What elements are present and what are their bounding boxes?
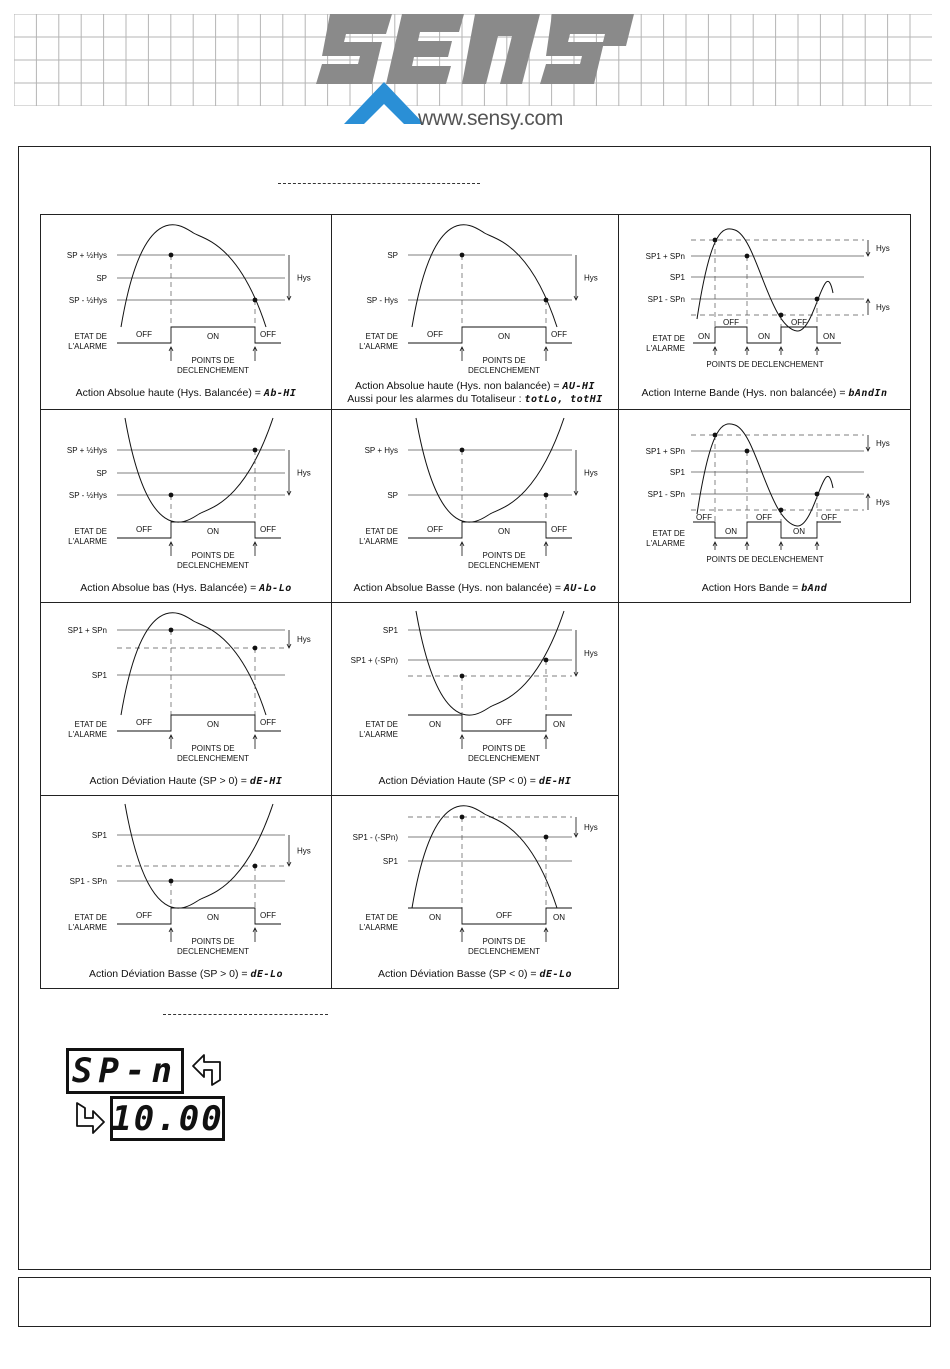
state-label: ON: [758, 332, 770, 341]
alarm-state-label: L'ALARME: [359, 730, 398, 739]
diagram-caption: Action Déviation Basse (SP < 0) = dE-Lo: [377, 968, 573, 980]
level-label: SP1: [91, 831, 107, 840]
hys-label: Hys: [584, 273, 598, 283]
level-label: SP1 - SPn: [69, 877, 107, 886]
level-label: SP1: [382, 626, 398, 635]
website-url[interactable]: www.sensy.com: [418, 107, 564, 130]
state-label: ON: [429, 913, 441, 922]
advance-arrow-icon: [73, 1100, 107, 1136]
trigger-points-label: DECLENCHEMENT: [467, 754, 541, 763]
level-label: SP: [96, 274, 107, 283]
level-label: SP1: [382, 857, 398, 866]
level-label: SP1 + SPn: [67, 626, 107, 635]
level-label: SP: [387, 491, 398, 500]
state-label: OFF: [723, 318, 739, 327]
alarm-diagram-9: [40, 795, 332, 989]
display-bottom-lcd: 10.00: [110, 1096, 225, 1141]
alarm-state-label: L'ALARME: [68, 342, 107, 351]
alarm-state-label: ETAT DE: [652, 529, 685, 538]
diagram-caption: Action Absolue haute (Hys. non balancée) = AU-HI Aussi pour les alarmes du Totaliseur : totLo, totHI: [347, 380, 603, 405]
footer-frame: [18, 1277, 931, 1327]
alarm-state-label: ETAT DE: [74, 332, 107, 341]
level-label: SP - Hys: [366, 296, 398, 305]
alarm-state-label: ETAT DE: [365, 332, 398, 341]
alarm-state-label: L'ALARME: [68, 923, 107, 932]
trigger-point: [544, 298, 549, 303]
state-label: OFF: [427, 525, 443, 534]
alarm-state-label: ETAT DE: [74, 720, 107, 729]
alarm-diagram-8: [331, 602, 619, 796]
state-label: ON: [553, 913, 565, 922]
level-label: SP1 + SPn: [645, 252, 685, 261]
alarm-diagram-1: [40, 214, 332, 410]
diagram-caption: Action Interne Bande (Hys. non balancée) = bAndIn: [641, 387, 888, 399]
level-label: SP + ½Hys: [66, 251, 107, 260]
alarm-state-label: ETAT DE: [652, 334, 685, 343]
alarm-state-label: L'ALARME: [646, 344, 685, 353]
diagram-caption: Action Déviation Haute (SP > 0) = dE-HI: [89, 775, 283, 787]
level-label: SP1 - SPn: [647, 490, 685, 499]
trigger-point: [460, 448, 465, 453]
trigger-points-label: DECLENCHEMENT: [467, 366, 541, 375]
level-label: SP - ½Hys: [68, 491, 107, 500]
trigger-points-label: DECLENCHEMENT: [467, 947, 541, 956]
hys-label: Hys: [297, 635, 311, 644]
alarm-state-label: L'ALARME: [646, 539, 685, 548]
state-label: OFF: [821, 513, 837, 522]
alarm-diagram-10: [331, 795, 619, 989]
trigger-point: [253, 646, 258, 651]
state-label: OFF: [260, 525, 276, 534]
trigger-points-label: POINTS DE: [191, 356, 235, 365]
level-label: SP + ½Hys: [66, 446, 107, 455]
hys-label: Hys: [297, 846, 311, 856]
state-label: OFF: [136, 911, 152, 920]
hys-label: Hys: [584, 823, 598, 832]
state-label: ON: [725, 527, 737, 536]
alarm-diagram-3: [618, 214, 911, 410]
trigger-point: [815, 297, 820, 302]
alarm-state-label: ETAT DE: [74, 527, 107, 536]
state-label: OFF: [260, 330, 276, 339]
trigger-point: [713, 433, 718, 438]
state-label: OFF: [136, 718, 152, 727]
alarm-diagram-7: [40, 602, 332, 796]
diagram-caption: Action Absolue Basse (Hys. non balancée) = AU-Lo: [353, 582, 597, 594]
state-label: OFF: [696, 513, 712, 522]
trigger-point: [779, 508, 784, 513]
trigger-point: [460, 815, 465, 820]
state-label: OFF: [136, 525, 152, 534]
level-label: SP1 + (-SPn): [350, 656, 398, 665]
trigger-points-label: DECLENCHEMENT: [176, 754, 250, 763]
state-label: ON: [207, 332, 219, 341]
diagram-caption: Action Absolue bas (Hys. Balancée) = Ab-Lo: [80, 582, 292, 594]
state-label: ON: [553, 720, 565, 729]
alarm-state-label: ETAT DE: [74, 913, 107, 922]
level-label: SP1: [91, 671, 107, 680]
display-top-lcd: SP-n: [66, 1048, 184, 1094]
trigger-point: [460, 674, 465, 679]
state-label: ON: [429, 720, 441, 729]
trigger-points-label: DECLENCHEMENT: [467, 561, 541, 570]
alarm-state-label: ETAT DE: [365, 720, 398, 729]
trigger-point: [169, 253, 174, 258]
trigger-point: [169, 879, 174, 884]
alarm-state-label: L'ALARME: [68, 537, 107, 546]
alarm-state-label: L'ALARME: [68, 730, 107, 739]
trigger-points-label: POINTS DE: [482, 744, 526, 753]
hys-label: Hys: [876, 498, 890, 507]
state-label: ON: [793, 527, 805, 536]
state-label: ON: [823, 332, 835, 341]
hys-label: Hys: [876, 439, 890, 448]
state-label: ON: [207, 913, 219, 922]
trigger-point: [779, 313, 784, 318]
alarm-state-label: L'ALARME: [359, 342, 398, 351]
state-label: OFF: [427, 330, 443, 339]
alarm-state-label: ETAT DE: [365, 913, 398, 922]
return-arrow-icon: [190, 1052, 224, 1088]
trigger-points-label: DECLENCHEMENT: [176, 561, 250, 570]
trigger-points-label: DECLENCHEMENT: [176, 366, 250, 375]
trigger-point: [745, 449, 750, 454]
state-label: OFF: [136, 330, 152, 339]
state-label: OFF: [260, 718, 276, 727]
alarm-state-label: L'ALARME: [359, 537, 398, 546]
trigger-point: [713, 238, 718, 243]
state-label: OFF: [756, 513, 772, 522]
diagram-caption: Action Déviation Basse (SP > 0) = dE-Lo: [88, 968, 284, 980]
trigger-points-label: POINTS DE: [482, 937, 526, 946]
state-label: OFF: [496, 718, 512, 727]
trigger-point: [169, 493, 174, 498]
hys-label: Hys: [297, 468, 311, 478]
trigger-point: [253, 298, 258, 303]
trigger-point: [253, 448, 258, 453]
section-title-placeholder: [278, 183, 480, 184]
trigger-point: [745, 254, 750, 259]
state-label: OFF: [551, 330, 567, 339]
level-label: SP1 - SPn: [647, 295, 685, 304]
trigger-points-label: POINTS DE: [191, 744, 235, 753]
trigger-points-label: POINTS DE: [482, 551, 526, 560]
hys-label: Hys: [584, 649, 598, 658]
trigger-points-label: DECLENCHEMENT: [176, 947, 250, 956]
trigger-point: [544, 835, 549, 840]
trigger-point: [544, 493, 549, 498]
hys-label: Hys: [876, 303, 890, 312]
diagram-caption: Action Absolue haute (Hys. Balancée) = Ab-HI: [75, 387, 297, 399]
level-label: SP: [96, 469, 107, 478]
trigger-points-label: POINTS DE: [482, 356, 526, 365]
hys-label: Hys: [584, 468, 598, 478]
level-label: SP: [387, 251, 398, 260]
state-label: OFF: [551, 525, 567, 534]
hys-label: Hys: [876, 244, 890, 253]
trigger-points-label: POINTS DE DECLENCHEMENT: [706, 360, 824, 369]
diagram-caption: Action Déviation Haute (SP < 0) = dE-HI: [378, 775, 572, 787]
trigger-point: [815, 492, 820, 497]
level-label: SP1: [669, 468, 685, 477]
alarm-diagram-6: [618, 409, 911, 603]
trigger-points-label: POINTS DE DECLENCHEMENT: [706, 555, 824, 564]
level-label: SP - ½Hys: [68, 296, 107, 305]
level-label: SP1: [669, 273, 685, 282]
alarm-state-label: L'ALARME: [359, 923, 398, 932]
level-label: SP + Hys: [364, 446, 398, 455]
state-label: OFF: [260, 911, 276, 920]
state-label: ON: [207, 527, 219, 536]
state-label: ON: [698, 332, 710, 341]
section2-title-placeholder: [163, 1014, 328, 1015]
state-label: OFF: [496, 911, 512, 920]
trigger-point: [169, 628, 174, 633]
trigger-point: [253, 864, 258, 869]
trigger-point: [460, 253, 465, 258]
state-label: ON: [498, 527, 510, 536]
trigger-point: [544, 658, 549, 663]
state-label: ON: [498, 332, 510, 341]
alarm-diagram-4: [40, 409, 332, 603]
state-label: ON: [207, 720, 219, 729]
level-label: SP1 - (-SPn): [352, 833, 398, 842]
state-label: OFF: [791, 318, 807, 327]
alarm-diagram-5: [331, 409, 619, 603]
alarm-diagram-2: [331, 214, 619, 410]
trigger-points-label: POINTS DE: [191, 937, 235, 946]
level-label: SP1 + SPn: [645, 447, 685, 456]
trigger-points-label: POINTS DE: [191, 551, 235, 560]
diagram-caption: Action Hors Bande = bAnd: [701, 582, 828, 594]
hys-label: Hys: [297, 273, 311, 283]
alarm-state-label: ETAT DE: [365, 527, 398, 536]
